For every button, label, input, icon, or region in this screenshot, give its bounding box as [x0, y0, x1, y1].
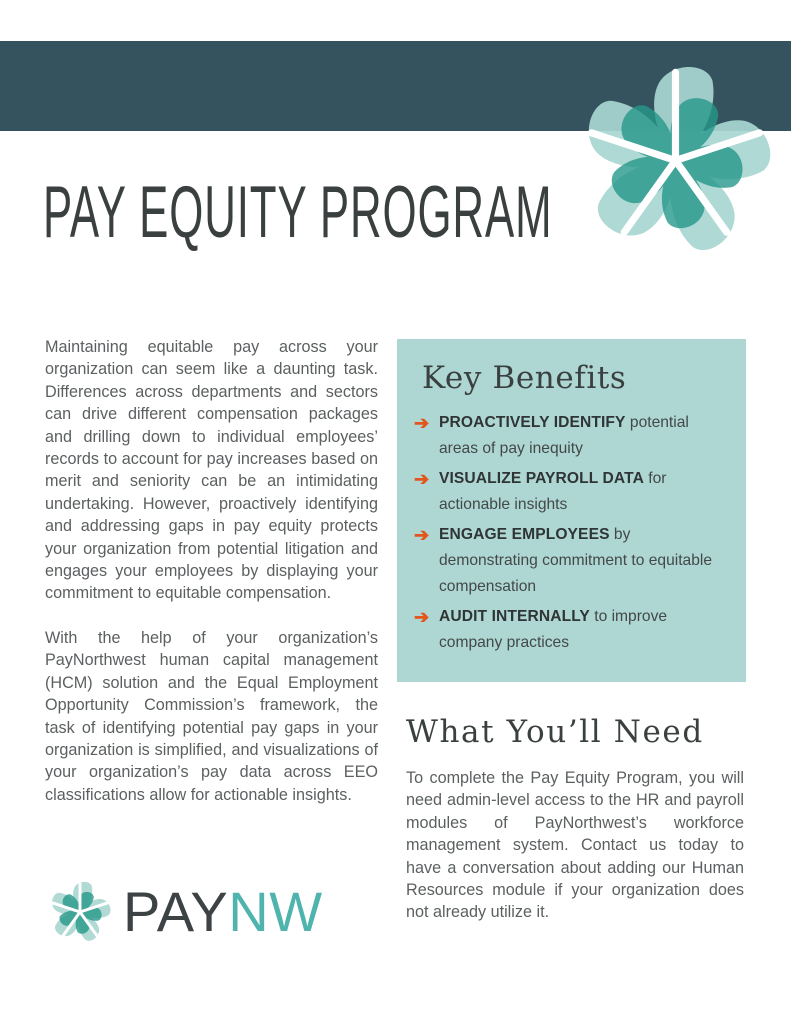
left-column — [45, 336, 378, 806]
benefit-item — [414, 410, 722, 462]
benefit-lead: ENGAGE EMPLOYEES — [439, 526, 610, 543]
what-you-need-paragraph: To complete the Pay Equity Program, you will need admin-level access to the HR and payroll modules of PayNorthwest’s workforce management system. Contact us today to have a conversation about adding our Human Resources module if your organization does not already utilize it. — [406, 769, 744, 922]
paynw-logo — [47, 876, 337, 948]
arrow-right-icon: ➔ — [414, 469, 430, 489]
benefit-lead: AUDIT INTERNALLY — [439, 608, 590, 625]
page-title: PAY EQUITY PROGRAM — [43, 172, 553, 253]
benefit-rest: to improve company practices — [439, 608, 668, 651]
benefit-rest: for actionable insights — [439, 470, 667, 513]
arrow-right-icon: ➔ — [414, 525, 430, 545]
benefit-item — [414, 466, 722, 518]
intro-paragraph-1: Maintaining equitable pay across your organization can seem like a daunting task. Differences across departments and sectors can drive different compensation packages and drilling down to individual employees’ records to account for pay increases based on merit and seniority can be an intimidating undertaking. However, proactively identifying and addressing gaps in pay equity protects your organization from potential litigation and engages your employees by displaying your commitment to equitable compensation. — [45, 338, 378, 603]
right-column — [397, 339, 746, 924]
benefit-rest: potential areas of pay inequity — [439, 414, 689, 457]
arrow-right-icon: ➔ — [414, 607, 430, 627]
benefit-lead: PROACTIVELY IDENTIFY — [439, 414, 626, 431]
benefit-lead: VISUALIZE PAYROLL DATA — [439, 470, 644, 487]
what-you-need-heading: What You’ll Need — [406, 714, 704, 750]
key-benefits-panel — [397, 339, 746, 682]
benefit-item — [414, 604, 722, 656]
arrow-right-icon: ➔ — [414, 413, 430, 433]
benefit-item — [414, 522, 722, 600]
wordmark-nw: NW — [228, 880, 323, 943]
paynw-pinwheel-icon — [47, 879, 113, 945]
pinwheel-flower-icon — [573, 58, 778, 263]
paynw-wordmark — [123, 880, 323, 943]
intro-paragraph-2: With the help of your organization’s PayNorthwest human capital management (HCM) solution and the Equal Employment Opportunity Commission’s framework, the task of identifying potential pay gaps in your organization is simplified, and visualizations of your organization’s pay data across EEO classifications allow for actionable insights. — [45, 628, 378, 804]
benefit-rest: by demonstrating commitment to equitable compensation — [439, 526, 713, 595]
key-benefits-heading: Key Benefits — [422, 360, 627, 396]
wordmark-pay: PAY — [123, 880, 229, 943]
key-benefits-list — [414, 410, 722, 656]
